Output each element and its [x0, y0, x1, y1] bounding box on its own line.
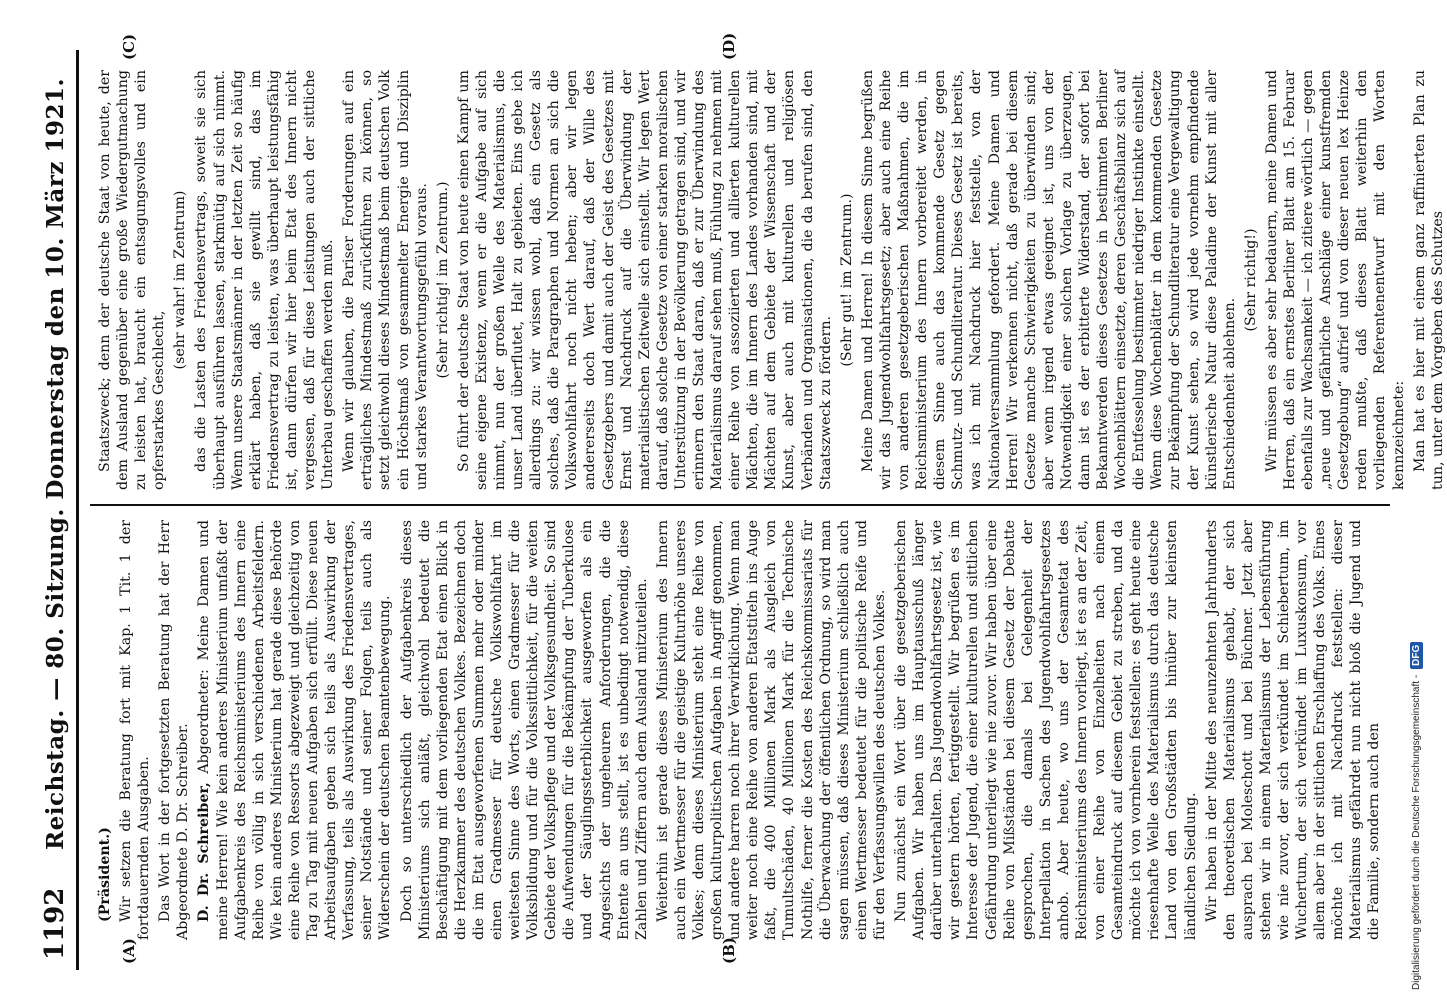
paragraph [340, 70, 430, 490]
paragraph-text: Nun zunächst ein Wort über die gesetzgeberischen Aufgaben. Wir haben uns im Hauptausschuß länger darüber unterhalten. Das Jugendwohlfahrtsgesetz ist, wie wir gestern hörten, fertiggestellt. Wir begrüßen es im Interesse der Jugend, die einer kulturellen und sittlichen Gefährdung unterliegt wie nie zuvor. Wir haben über eine Reihe von Mißständen bei diesem Gesetz der Debatte gesprochen, die damals bei Gelegenheit der Interpellation in Sachen des Jugendwohlfahrtsgesetzes anhob. Aber heute, wo uns der Gesamtetat des Reichsministeriums des Innern vorliegt, ist es an der Zeit, von einer Reihe von Einzelheiten nach einem Gesamteindruck auf diesem Gebiet zu streben, und da möchte ich von vornherein feststellen: es geht heute eine riesenhafte Welle des Materialismus durch das deutsche Land von den Großstädten bis hinüber zur kleinsten ländlichen Siedlung. [893, 520, 1199, 940]
paragraph-text: So führt der deutsche Staat von heute einen Kampf um seine eigene Existenz, wenn er die Aufgabe auf sich nimmt, nun der großen Welle des Materialismus, die unser Land überflutet, Halt zu gebieten. Eins gebe ich allerdings zu: wir wissen wohl, daß ein Gesetz als solches, daß die Paragraphen und Normen an sich die Volkswohlfahrt noch nicht heben; aber wir legen andererseits doch Wert darauf, daß der Wille des Gesetzgebers und damit auch der Geist des Gesetzes mit Ernst und Nachdruck auf die Überwindung der materialistischen Zeitwelle sich einstellt. Wir legen Wert darauf, daß solche Gesetze von einer starken moralischen Unterstützung in der Bevölkerung getragen sind, und wir erinnern den Staat daran, daß er zur Überwindung des Materialismus darauf sehen muß, Fühlung zu nehmen mit einer Reihe von assoziierten und allierten kulturellen Mächten, die im Innern des Landes vorhanden sind, mit Mächten auf dem Gebiete der Wissenschaft und der Kunst, aber auch mit kulturellen und religiösen Verbänden und Organisationen, die da berufen sind, den Staatszweck zu fördern. [455, 70, 834, 490]
paragraph-text: Weiterhin ist gerade dieses Ministerium des Innern auch ein Wertmesser für die geistige Kulturhöhe unseres Volkes; denn dieses Ministerium steht eine Reihe von großen kulturpolitischen Aufgaben in Angriff genommen, und andere harren noch ihrer Verwirklichung. Wenn man weiter noch eine Reihe von anderen Etatstiteln ins Auge faßt, die 400 Millionen Mark als Ausgleich von Tumultschäden, 40 Millionen Mark für die Technische Nothilfe, ferner die Kosten des Reichskommissariats für die Überwachung der öffentlichen Ordnung, so wird man sagen müssen, daß dieses Ministerium schließlich auch einen Wertmesser bedeutet für die politische Reife und für den Verfassungswillen des deutschen Volkes. [654, 520, 888, 940]
credit-text: Digitalisierung gefördert durch die Deutsche Forschungsgemeinschaft - [1410, 674, 1422, 990]
paragraph-text: (Sehr gut! im Zentrum.) [838, 193, 855, 367]
paragraph-text: Wir müssen es aber sehr bedauern, meine Damen und Herren, daß ein ernstes Berliner Blatt am 15. Februar ebenfalls zur Wachsamkeit — ich zitiere wörtlich — gegen „neue und gefährliche Anschläge einer kunstfremden Gesetzgebung“ aufrief und von dieser neuen lex Heinze reden mußte, daß dieses Blatt weiterhin den vorliegenden Referentenentwurf mit den Worten kennzeichnete: [1263, 70, 1407, 490]
paragraph-text: Staatszweck; denn der deutsche Staat von heute, der dem Ausland gegenüber eine große Wiedergutmachung zu leisten hat, braucht ein entsagungsvolles und ein opferstarkes Geschlecht, [97, 70, 168, 490]
column-divider [90, 504, 1390, 506]
paragraph [96, 70, 168, 490]
speaker-name: (Präsident.) [97, 827, 113, 922]
paragraph [434, 70, 452, 490]
left-column [96, 520, 1386, 940]
paragraph [156, 520, 192, 940]
paragraph-text: (Sehr richtig! im Zentrum.) [434, 181, 451, 379]
paragraph-text: Wir haben in der Mitte des neunzehnten Jahrhunderts den theoretischen Materialismus gehabt, der sich ausprach bei Moleschott und bei Büchner. Jetzt aber stehen wir in einem Materialismus der Lebensführung wie nie zuvor, der sich verkündet im Schiebertum, im Wuchertum, der sich verkündet im Luxuskonsum, vor allem aber in der sittlichen Erschlaffung des Volks. Eines möchte ich mit Nachdruck feststellen: dieser Materialismus gefährdet nun nicht bloß die Jugend und die Familie, sondern auch den [1203, 520, 1383, 940]
paragraph [892, 520, 1200, 940]
page-title: Reichstag. — 80. Sitzung. Donnerstag den 10. März 1921. [42, 78, 69, 850]
paragraph [117, 520, 153, 940]
paragraph-text: das die Lasten des Friedensvertrags, soweit sie sich überhaupt ausführen lassen, starkmütig auf sich nimmt. Wenn unsere Staatsmänner in der letzten Zeit so häufig erklärt haben, daß sie gewillt sind, das im Friedensvertrag zu leisten, was überhaupt leistungsfähig ist, dann dürfen wir hier beim Etat des Innern nicht vergessen, daß für diese Leistungen auch der sittliche Unterbau geschaffen werden muß. [193, 70, 337, 490]
paragraph-text: (Sehr richtig!) [1242, 228, 1259, 332]
dfg-logo: DFG [1410, 642, 1423, 669]
paragraph [192, 70, 337, 490]
margin-marker-c: (C) [120, 33, 138, 60]
digitization-credit [1404, 10, 1428, 990]
paragraph [654, 520, 889, 940]
paragraph [171, 70, 189, 490]
margin-marker-a: (A) [120, 938, 138, 964]
paragraph-text: (sehr wahr! im Zentrum) [172, 190, 189, 370]
paragraph [838, 70, 856, 490]
paragraph [96, 520, 114, 940]
paragraph-text: Wenn wir glauben, die Pariser Forderungen auf ein erträgliches Mindestmaß zurückführen zu können, so setzt gleichwohl dieses Mindestmaß beim deutschen Volk ein Höchstmaß von gesammelter Energie und Disziplin und starkes Verantwortungsgefühl voraus. [341, 70, 430, 490]
paragraph-text: Wir setzen die Beratung fort mit Kap. 1 Tit. 1 der fortdauernden Ausgaben. [118, 520, 153, 940]
speaker-name: D. Dr. Schreiber, [196, 782, 213, 922]
paragraph-text: Meine Damen und Herren! In diesem Sinne begrüßen wir das Jugendwohlfahrtsgesetz; aber auch eine Reihe von anderen gesetzgeberischen Maßnahmen, die im Reichsministerium des Innern vorbereitet werden, in diesem Sinne auch das kommende Gesetz gegen Schmutz- und Schundliteratur. Dieses Gesetz ist bereits, was ich mit Nachdruck hier feststelle, von der Nationalversammlung gefordert. Meine Damen und Herren! Wir verkennen nicht, daß gerade bei diesem Gesetze manche Schwierigkeiten zu überwinden sind; aber wenn irgend etwas geeignet ist, uns von der Notwendigkeit einer solchen Vorlage zu überzeugen, dann ist es der erbitterte Widerstand, der sofort bei Bekanntwerden dieses Gesetzes in bestimmten Berliner Wochenblättern einsetzte, deren Geschäftsbilanz sich auf die Entfesselung bestimmter niedriger Instinkte einstellt. Wenn diese Wochenblätter in dem kommenden Gesetze zur Bekämpfung der Schundliteratur eine Vergewaltigung der Kunst sehen, so wird jede vornehm empfindende künstlerische Natur diese Paladine der Kunst mit aller Entschiedenheit ablehnen. [859, 70, 1238, 490]
page-header [36, 50, 79, 970]
right-column [96, 70, 1446, 490]
paragraph [455, 70, 835, 490]
paragraph-text: Abgeordneter: Meine Damen und meine Herren! Wie kein anderes Ministerium umfaßt der Aufgabenkreis des Reichsministeriums des Innern eine Reihe von völlig in sich verschiedenen Arbeitsfeldern. Wie kein anderes Ministerium hat gerade diese Behörde eine Reihe von Ressorts abgezweigt und gleichzeitig von Tag zu Tag mit neuen Aufgaben sich erfüllt. Diese neuen Arbeitsaufgaben geben sich teils als Auswirkung der Verfassung, teils als Auswirkung des Friedensvertrages, seiner Notstände und seiner Folgen, teils auch als Widerschein der deutschen Beamtenbewegung. [196, 519, 394, 940]
paragraph-text: Man hat es hier mit einem ganz raffinierten Plan zu tun, unter dem Vorgeben des Schutzes [1411, 70, 1446, 490]
paragraph-text: Doch so unterschiedlich der Aufgabenkreis dieses Ministeriums sich anläßt, gleichwohl bedeutet die Beschäftigung mit dem vorliegenden Etat einen Blick in die Herzkammer des deutschen Volkes. Bezeichnen doch die im Etat ausgeworfenen Summen mehr oder minder einen Gradmesser für deutsche Volkswohlfahrt im weitesten Sinne des Worts, einen Gradmesser für die Volksbildung und für die Volkssittlichkeit, für die weiten Gebiete der Volkspflege und der Volksgesundheit. So sind die Aufwendungen für die Bekämpfung der Tuberkulose und der Säuglingssterblichkeit ausgeworfen als ein Angesichts der ungeheuren Anforderungen, die die Entente an uns stellt, ist es unbedingt notwendig, diese Zahlen und Ziffern auch dem Ausland mitzuteilen. [398, 520, 650, 940]
page-number: 1192 [40, 887, 70, 960]
paragraph [1242, 70, 1260, 490]
margin-marker-b: (B) [720, 937, 738, 964]
paragraph [195, 520, 394, 940]
paragraph [1203, 520, 1384, 940]
paragraph [398, 520, 651, 940]
paragraph [859, 70, 1239, 490]
margin-marker-d: (D) [720, 32, 738, 60]
paragraph-text: Das Wort in der fortgesetzten Beratung hat der Herr Abgeordnete D. Dr. Schreiber. [157, 520, 192, 940]
paragraph [1263, 70, 1408, 490]
